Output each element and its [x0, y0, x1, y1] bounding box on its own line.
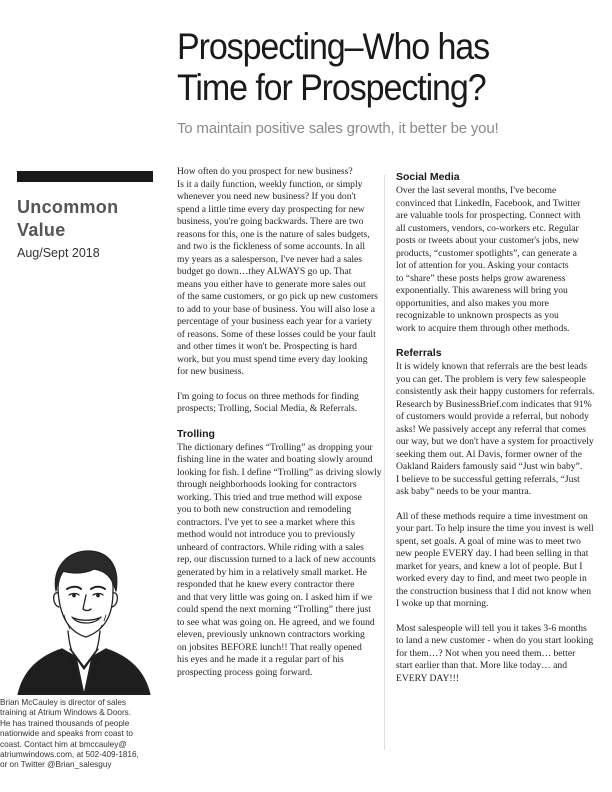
author-portrait [14, 545, 154, 695]
text-line: responded that he knew every contractor there [177, 579, 355, 590]
text-line: unheard of contractors. While riding with a sales [177, 541, 364, 553]
text-line: new people EVERY day. I had been selling in that [396, 548, 589, 559]
text-line: Research by BusinessBrief.com indicates that 91% [396, 398, 592, 410]
text-line: to “share” these posts helps grow awareness [396, 272, 566, 284]
intro-paragraph [177, 166, 377, 379]
column-divider [384, 175, 385, 750]
bio-line: or on Twitter @Brian_salesguy [0, 760, 112, 770]
text-line: work, but you must spend time every day looking [177, 353, 368, 365]
page-title [177, 26, 563, 108]
text-line: prospecting process going forward. [177, 666, 313, 678]
text-line: Oakland Raiders famously said “Just win baby”. [396, 461, 583, 472]
text-line: exponentially. This awareness will bring you [396, 285, 568, 296]
text-line: of customers would provide a referral, but nobody [396, 411, 589, 422]
bio-line: training at Atrium Windows & Doors. [0, 708, 132, 718]
text-line: ask baby” needs to be your mantra. [396, 486, 532, 497]
text-line: Most salespeople will tell you it takes 3-6 months [396, 622, 587, 634]
bio-line: He has trained thousands of people [0, 718, 130, 728]
text-line: seeking them out. Al Davis, former owner of the [396, 448, 582, 460]
text-line: my years as a salesperson, I've never had a sales [177, 253, 363, 265]
text-line: his eyes and he made it a regular part of his [177, 654, 344, 665]
article-column-1 [177, 166, 382, 679]
text-line: reasons for this, one is the nature of sales budgets, [177, 228, 370, 240]
all-methods-paragraph [396, 511, 601, 611]
text-line: lot of attention for you. Asking your contacts [396, 260, 569, 271]
text-line: for new business. [177, 366, 244, 377]
trolling-paragraph [177, 441, 382, 680]
column-title-line-2: Value [17, 220, 66, 240]
text-line: for them…? Not when you need them… better [396, 647, 576, 659]
text-line: you can get. The problem is very few salespeople [396, 373, 586, 385]
column-header-bar [17, 171, 153, 182]
text-line: and that very little was going on. I asked him if we [177, 591, 373, 603]
text-line: rep, our discussion turned to a lack of new accounts [177, 554, 376, 565]
text-line: products, “customer spotlights”, can generate a [396, 247, 577, 259]
text-line: I woke up that morning. [396, 598, 489, 609]
text-line: on jobsites BEFORE lunch!! That really opened [177, 641, 362, 653]
trolling-heading: Trolling [177, 427, 215, 440]
text-line: method would not introduce you to previously [177, 529, 355, 540]
text-line: worked every day to find, and meet two people in [396, 573, 587, 584]
closing-paragraph [396, 623, 601, 686]
text-line: posts or tweets about your customer's jobs, new [396, 235, 579, 246]
text-line: of the same customers, or go pick up new customers [177, 291, 378, 302]
text-line: prospects; Trolling, Social Media, & Referrals. [177, 403, 358, 414]
text-line: through neighborhoods looking for contractors [177, 479, 357, 490]
text-line: contractors. I've yet to see a market where this [177, 516, 355, 528]
text-line: whenever you need new business? If you don't [177, 191, 356, 202]
text-line: you to both new construction and remodeling [177, 504, 352, 515]
text-line: convinced that LinkedIn, Facebook, and Twitter [396, 197, 581, 209]
text-line: asks! We passively accept any referral that comes [396, 423, 587, 435]
column-title [17, 196, 118, 242]
column-title-line-1: Uncommon [17, 197, 119, 217]
text-line: start earlier than that. More like today… and [396, 660, 568, 671]
text-line: and other times it won't be. Prospecting is hard [177, 341, 357, 352]
text-line: percentage of your business each year for a variety [177, 316, 372, 327]
title-line-1: Prospecting–Who has [177, 26, 490, 67]
bio-line: nationwide and speaks from coast to [0, 729, 133, 739]
text-line: our way, but we don't have a system for proactively [396, 436, 594, 447]
text-line: The dictionary defines “Trolling” as dropping your [177, 441, 373, 453]
text-line: to add to your base of business. You will also lose a [177, 303, 375, 315]
text-line: spend a little time every day prospecting for new [177, 203, 365, 215]
text-line: of reasons. Some of these losses could be your fault [177, 328, 376, 340]
text-line: and two is the fickleness of some accounts. In all [177, 241, 366, 252]
text-line: looking for fish. I define “Trolling” as driving slowly [177, 466, 382, 478]
text-line: Over the last several months, I've become [396, 185, 557, 196]
text-line: your part. To help insure the time you invest is well [396, 523, 594, 534]
text-line: opportunities, and also makes you more [396, 297, 549, 309]
text-line: eleven, previously unknown contractors working [177, 629, 365, 640]
issue-date: Aug/Sept 2018 [17, 246, 100, 260]
text-line: work to acquire them through other methods. [396, 322, 570, 334]
text-line: budget go down…they ALWAYS go up. That [177, 266, 352, 277]
text-line: I'm going to focus on three methods for finding [177, 390, 359, 402]
text-line: All of these methods require a time investment on [396, 510, 588, 522]
author-bio [0, 698, 152, 771]
text-line: EVERY DAY!!! [396, 672, 459, 684]
referrals-heading: Referrals [396, 347, 442, 359]
text-line: consistently ask their happy customers for referrals. [396, 386, 595, 397]
text-line: working. This tried and true method will expose [177, 491, 362, 503]
bio-line: coast. Contact him at bmccauley@ [0, 739, 127, 749]
social-media-heading: Social Media [396, 171, 460, 183]
text-line: spent, set goals. A goal of mine was to meet two [396, 535, 581, 547]
text-line: the construction business that I did not know when [396, 585, 592, 597]
text-line: means you either have to generate more sales out [177, 278, 366, 290]
text-line: to land a new customer - when do you start looking [396, 635, 594, 646]
text-line: recognizable to unknown prospects as you [396, 310, 559, 321]
text-line: fishing line in the water and boating slowly around [177, 454, 373, 465]
text-line: Is it a daily function, weekly function, or simply [177, 178, 363, 190]
title-line-2: Time for Prospecting? [177, 67, 486, 108]
subtitle: To maintain positive sales growth, it better be you! [177, 120, 499, 137]
text-line: all customers, vendors, co-workers etc. Regular [396, 222, 579, 234]
focus-paragraph [177, 391, 377, 416]
text-line: I believe to be successful getting referrals, “Just [396, 473, 580, 485]
text-line: generated by him in a relatively small market. He [177, 566, 367, 578]
text-line: business, you're going backwards. There are two [177, 216, 364, 227]
text-line: to see what was going on. He agreed, and we found [177, 616, 375, 628]
social-media-paragraph [396, 185, 601, 335]
bio-line: Brian McCauley is director of sales [0, 698, 127, 707]
text-line: How often do you prospect for new business? [177, 166, 353, 177]
article-column-2 [396, 171, 601, 685]
text-line: market for years, and knew a lot of people. But I [396, 560, 583, 572]
referrals-paragraph [396, 361, 601, 499]
bio-line: atriumwindows.com, at 502-409-1816, [0, 750, 139, 760]
text-line: are valuable tools for prospecting. Connect with [396, 210, 581, 221]
text-line: It is widely known that referrals are the best leads [396, 361, 588, 372]
text-line: could spend the next morning “Trolling” there just [177, 604, 371, 615]
